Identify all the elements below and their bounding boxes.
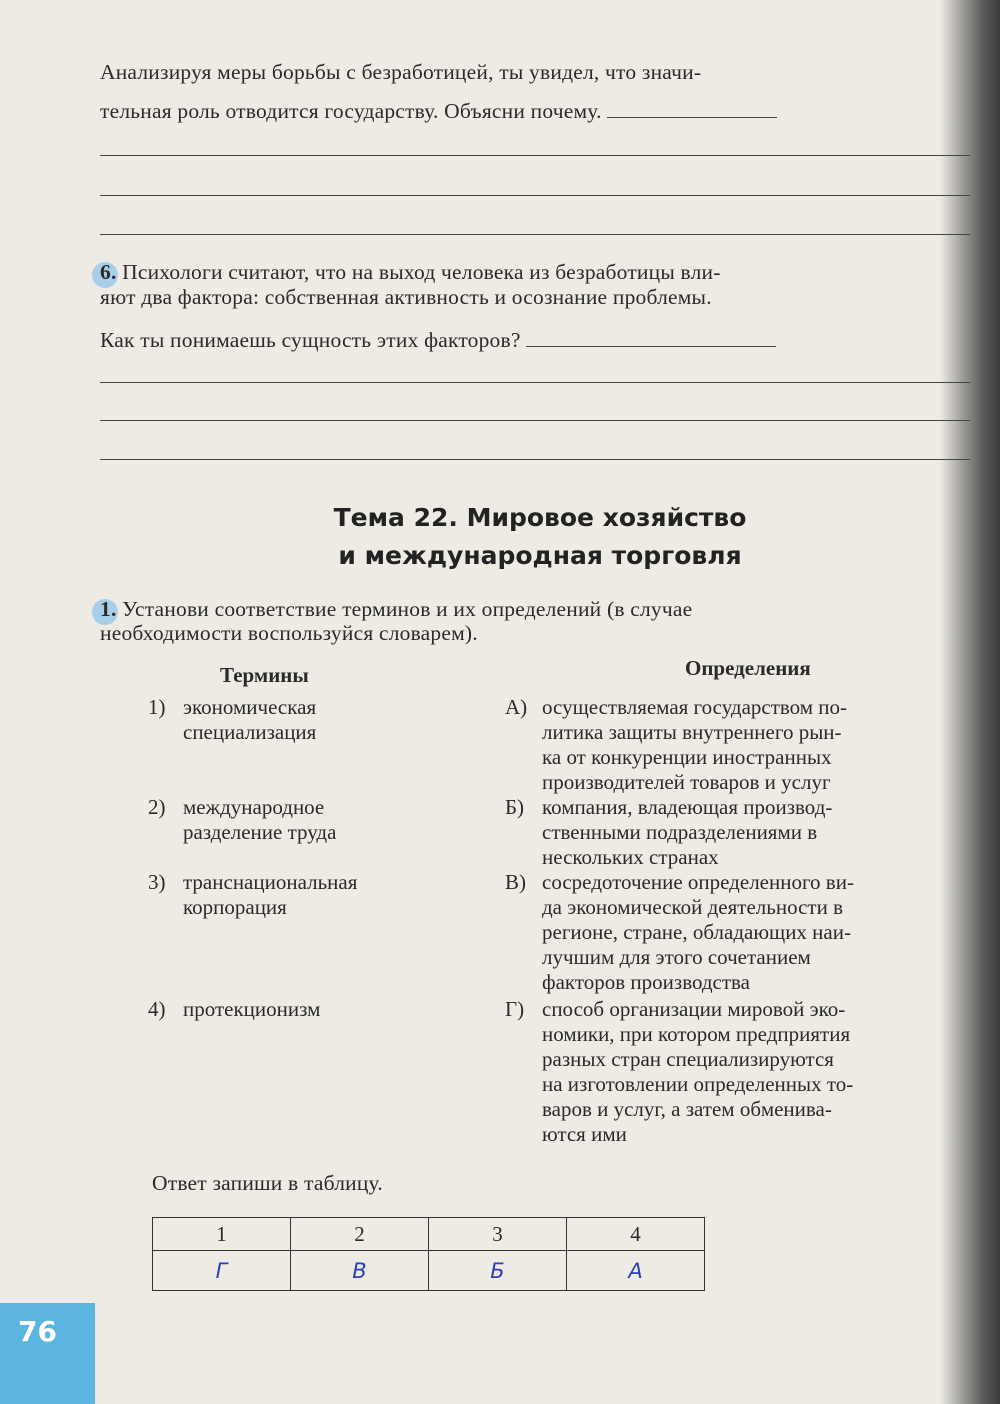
term-label: 3) [148, 870, 166, 894]
answer-table [152, 1217, 705, 1291]
definition-text: сосредоточение определенного ви- [542, 870, 854, 894]
definition-text: лучшим для этого сочетанием [542, 945, 811, 969]
topic-title-line1: Тема 22. Мировое хозяйство [333, 503, 747, 532]
answer-line[interactable] [100, 155, 970, 156]
term-text: специализация [183, 720, 317, 744]
answer-line[interactable] [607, 117, 777, 118]
term-text: протекционизм [183, 997, 321, 1021]
definition-text: разных стран специализируются [542, 1047, 834, 1071]
task1-text-line1 [100, 597, 692, 622]
answer-table-header: 2 [291, 1218, 429, 1251]
definition-text: ка от конкуренции иностранных [542, 745, 832, 769]
q5-text-line2 [100, 99, 777, 124]
topic-title-line2: и международная торговля [338, 541, 742, 570]
q5-text-line1: Анализируя меры борьбы с безработицей, ты увидел, что значи- [100, 60, 702, 84]
answer-line[interactable] [526, 346, 776, 347]
answer-line[interactable] [100, 195, 970, 196]
answer-line[interactable] [100, 234, 970, 235]
task1-text: Установи соответствие терминов и их определений (в случае [122, 597, 693, 621]
answer-cell[interactable]: Б [429, 1251, 567, 1291]
answer-cell[interactable]: А [567, 1251, 705, 1291]
answer-cell[interactable]: Г [153, 1251, 291, 1291]
term-label: 1) [148, 695, 166, 719]
page-number: 76 [18, 1315, 57, 1348]
answer-table-header-row [153, 1218, 705, 1251]
definition-text: производителей товаров и услуг [542, 770, 831, 794]
definition-label: Г) [505, 997, 525, 1021]
term-label: 4) [148, 997, 166, 1021]
definition-text: на изготовлении определенных то- [542, 1072, 854, 1096]
term-text: корпорация [183, 895, 287, 919]
definition-text: компания, владеющая производ- [542, 795, 833, 819]
q6-number: 6. [100, 260, 117, 284]
answer-table-header: 3 [429, 1218, 567, 1251]
q6-text-line3 [100, 328, 776, 353]
task1-number: 1. [100, 597, 117, 621]
answer-cell[interactable]: В [291, 1251, 429, 1291]
term-text: экономическая [183, 695, 317, 719]
page-number-box [0, 1303, 95, 1404]
definition-text: да экономической деятельности в [542, 895, 844, 919]
answer-table-header: 1 [153, 1218, 291, 1251]
definition-text: ются ими [542, 1122, 627, 1146]
definition-text: факторов производства [542, 970, 751, 994]
q5-text: тельная роль отводится государству. Объясни почему. [100, 99, 602, 123]
definition-text: номики, при котором предприятия [542, 1022, 851, 1046]
definition-text: ственными подразделениями в [542, 820, 818, 844]
definition-text: способ организации мировой эко- [542, 997, 846, 1021]
term-text: международное [183, 795, 325, 819]
definition-label: А) [505, 695, 528, 719]
definition-label: Б) [505, 795, 525, 819]
answer-table-answer-row [153, 1251, 705, 1291]
answer-line[interactable] [100, 459, 970, 460]
answer-table-header: 4 [567, 1218, 705, 1251]
answer-prompt: Ответ запиши в таблицу. [152, 1171, 383, 1195]
definition-text: варов и услуг, а затем обменива- [542, 1097, 832, 1121]
page-binding-shadow [940, 0, 1000, 1404]
term-label: 2) [148, 795, 166, 819]
definition-text: регионе, стране, обладающих наи- [542, 920, 851, 944]
definitions-header: Определения [685, 656, 811, 680]
answer-line[interactable] [100, 420, 970, 421]
q6-text-line1 [100, 260, 721, 285]
definition-text: осуществляемая государством по- [542, 695, 848, 719]
q6-question: Как ты понимаешь сущность этих факторов? [100, 328, 521, 352]
answer-line[interactable] [100, 382, 970, 383]
definition-text: литика защиты внутреннего рын- [542, 720, 842, 744]
definition-text: нескольких странах [542, 845, 719, 869]
q6-text-line2: яют два фактора: собственная активность и осознание проблемы. [100, 285, 712, 309]
terms-header: Термины [220, 663, 309, 687]
term-text: разделение труда [183, 820, 337, 844]
definition-label: В) [505, 870, 526, 894]
term-text: транснациональная [183, 870, 358, 894]
task1-text-line2: необходимости воспользуйся словарем). [100, 621, 478, 645]
q6-text: Психологи считают, что на выход человека из безработицы вли- [122, 260, 721, 284]
